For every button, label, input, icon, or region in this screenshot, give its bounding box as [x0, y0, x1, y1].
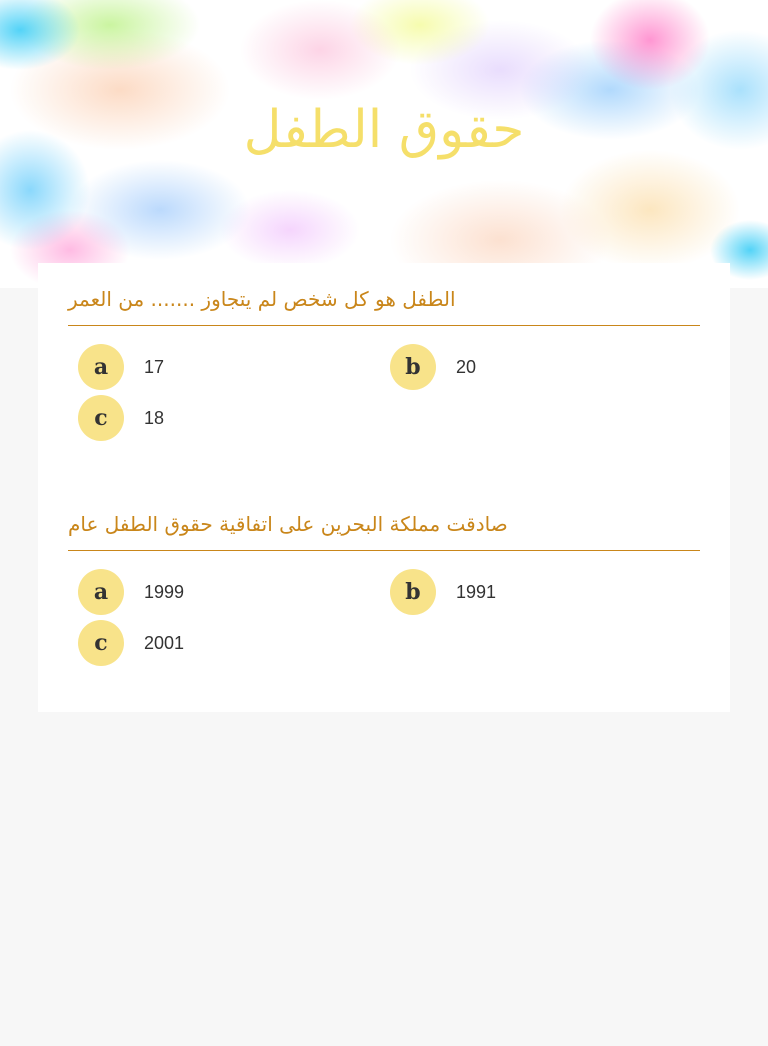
option-letter-badge: c: [78, 395, 124, 441]
header-banner: [0, 0, 768, 288]
option-a[interactable]: [78, 569, 184, 615]
question-1: [68, 285, 700, 445]
option-letter-badge: c: [78, 620, 124, 666]
quiz-card: [38, 263, 730, 712]
option-value: 18: [144, 407, 165, 428]
option-letter-badge: a: [78, 344, 124, 390]
option-a[interactable]: [78, 344, 164, 390]
option-letter-badge: b: [390, 569, 436, 615]
question-text: الطفل هو كل شخص لم يتجاوز ....... من العمر: [68, 285, 700, 326]
option-letter-badge: b: [390, 344, 436, 390]
page-title: حقوق الطفل: [243, 100, 525, 160]
option-b[interactable]: [390, 344, 476, 390]
option-b[interactable]: [390, 569, 496, 615]
option-c[interactable]: [78, 395, 164, 441]
question-text: صادقت مملكة البحرين على اتفاقية حقوق الطفل عام: [68, 510, 700, 551]
option-value: 1999: [144, 581, 185, 602]
question-2: [68, 510, 700, 670]
option-c[interactable]: [78, 620, 184, 666]
option-value: 20: [456, 356, 477, 377]
option-value: 17: [144, 356, 165, 377]
option-value: 1991: [456, 581, 497, 602]
option-value: 2001: [144, 632, 185, 653]
option-letter-badge: a: [78, 569, 124, 615]
